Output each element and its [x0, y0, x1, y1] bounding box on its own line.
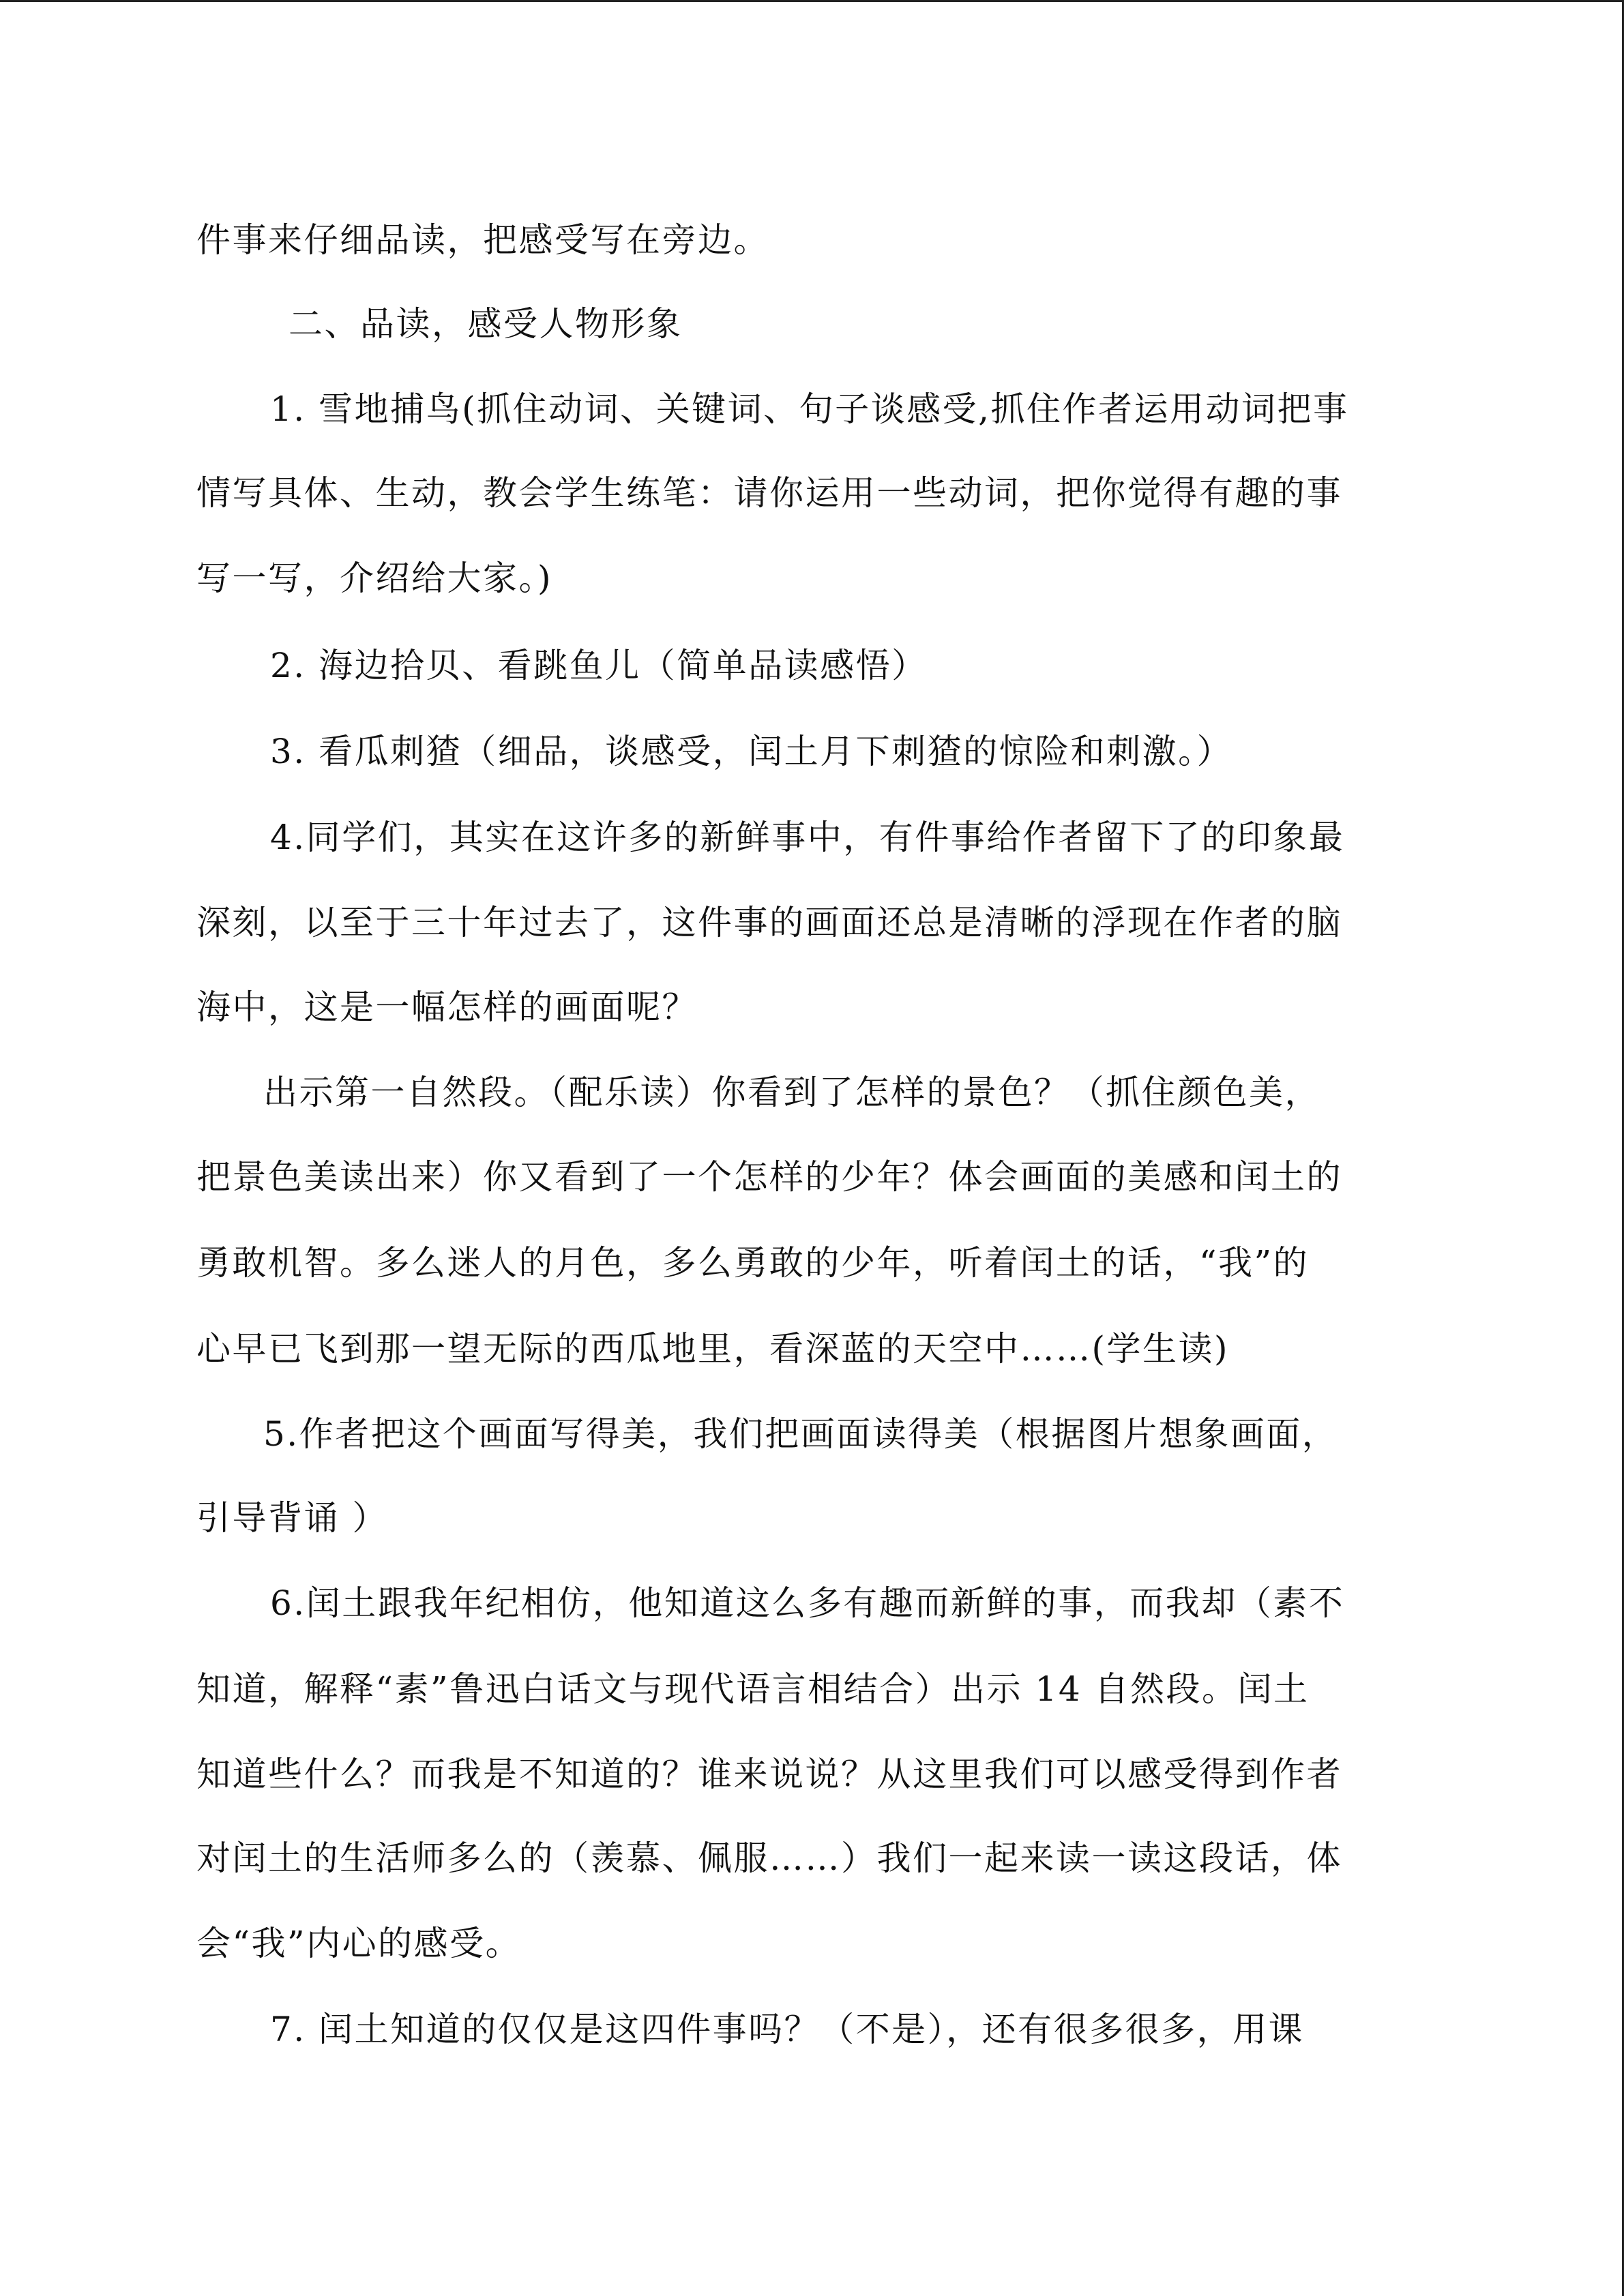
- text-line: 心早已飞到那一望无际的西瓜地里，看深蓝的天空中……(学生读): [196, 1329, 1230, 1369]
- text-line: 引导背诵 ）: [196, 1498, 388, 1538]
- text-line: 写一写，介绍给大家。): [196, 558, 553, 598]
- text-line: 知道些什么？而我是不知道的？谁来说说？从这里我们可以感受得到作者: [196, 1755, 1342, 1794]
- text-line: 海中，这是一幅怎样的画面呢？: [196, 987, 698, 1027]
- text-line: 3. 看瓜刺猹（细品，谈感受，闰土月下刺猹的惊险和刺激。）: [270, 732, 1233, 771]
- text-line: 会“我”内心的感受。: [196, 1924, 522, 1963]
- text-line: 对闰土的生活师多么的（羡慕、佩服……）我们一起来读一读这段话，体: [196, 1838, 1342, 1878]
- page-border-top: [0, 0, 1624, 2]
- text-line: 6.闰土跟我年纪相仿，他知道这么多有趣而新鲜的事，而我却（素不: [270, 1583, 1345, 1623]
- section-heading: 二、品读，感受人物形象: [289, 304, 683, 344]
- text-line: 7. 闰土知道的仅仅是这四件事吗？（不是），还有很多很多，用课: [270, 2010, 1305, 2049]
- text-line: 深刻，以至于三十年过去了，这件事的画面还总是清晰的浮现在作者的脑: [196, 903, 1342, 942]
- text-line: 把景色美读出来）你又看到了一个怎样的少年？体会画面的美感和闰土的: [196, 1157, 1342, 1197]
- text-line: 4.同学们，其实在这许多的新鲜事中，有件事给作者留下了的印象最: [270, 818, 1345, 857]
- text-line: 5.作者把这个画面写得美，我们把画面读得美（根据图片想象画面，: [263, 1414, 1338, 1454]
- text-line: 件事来仔细品读，把感受写在旁边。: [196, 220, 769, 260]
- text-line: 2. 海边拾贝、看跳鱼儿（简单品读感悟）: [270, 646, 928, 685]
- text-line: 知道，解释“素”鲁迅白话文与现代语言相结合）出示 14 自然段。闰土: [196, 1669, 1310, 1709]
- text-line: 勇敢机智。多么迷人的月色，多么勇敢的少年，听着闰土的话，“我”的: [196, 1243, 1310, 1283]
- text-line: 出示第一自然段。（配乐读）你看到了怎样的景色？（抓住颜色美，: [263, 1073, 1320, 1112]
- text-line: 情写具体、生动，教会学生练笔：请你运用一些动词，把你觉得有趣的事: [196, 473, 1342, 513]
- text-line: 1. 雪地捕鸟(抓住动词、关键词、句子谈感受,抓住作者运用动词把事: [270, 389, 1349, 429]
